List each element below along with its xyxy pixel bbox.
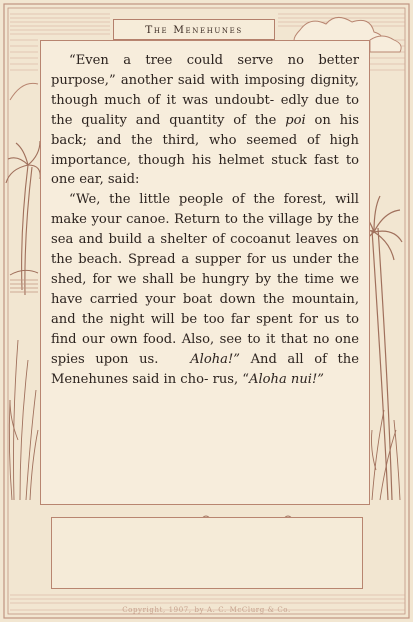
italic-word-poi: poi <box>285 112 306 128</box>
text-line: shall be hungry by the time we have <box>51 271 359 307</box>
bottom-illustration-panel <box>51 517 363 589</box>
text-line: will make your canoe. Return to the <box>51 192 359 228</box>
running-header <box>113 19 275 40</box>
text-line: And all of the Menehunes said in cho- <box>51 351 359 387</box>
text-line: village by the sea and build a shelter <box>51 212 360 248</box>
text-line: helmet stuck fast to one ear, said: <box>51 152 359 188</box>
running-header-title: The Menehunes <box>145 23 243 36</box>
text-line: on his back; and the third, who <box>51 112 360 148</box>
italic-aloha: Aloha!” <box>190 351 240 367</box>
copyright-footer: Copyright, 1907, by A. C. McClurg & Co. <box>122 606 291 614</box>
text-line: “We, the little people of the forest, <box>69 192 327 208</box>
text-line: rus, “ <box>212 371 249 387</box>
italic-aloha-nui: Aloha nui!” <box>249 371 324 387</box>
text-line: it that no one spies upon us. <box>51 331 359 367</box>
text-panel <box>40 40 370 505</box>
text-line: a supper for us under the shed, for we <box>51 252 359 287</box>
paragraph-2 <box>51 190 359 389</box>
paragraph-1 <box>51 51 359 190</box>
text-line: “Even a tree could serve no better <box>69 53 359 68</box>
text-line: purpose,” another said with imposing <box>51 72 306 88</box>
text-line: the <box>254 112 277 128</box>
text-line: carried your boat down the mountain, <box>89 291 359 307</box>
text-line: dignity, though much of it was undoubt- <box>51 72 359 108</box>
text-line: of cocoanut leaves on the beach. Spread <box>51 232 359 268</box>
text-line: edly due to the quality and quantity of <box>51 92 360 128</box>
text-line: seemed of high importance, though his <box>51 132 359 168</box>
body-text <box>51 51 359 389</box>
text-line: and the night will be too far spent for <box>51 311 318 327</box>
text-line: us to find our own food. Also, see to <box>51 311 359 347</box>
